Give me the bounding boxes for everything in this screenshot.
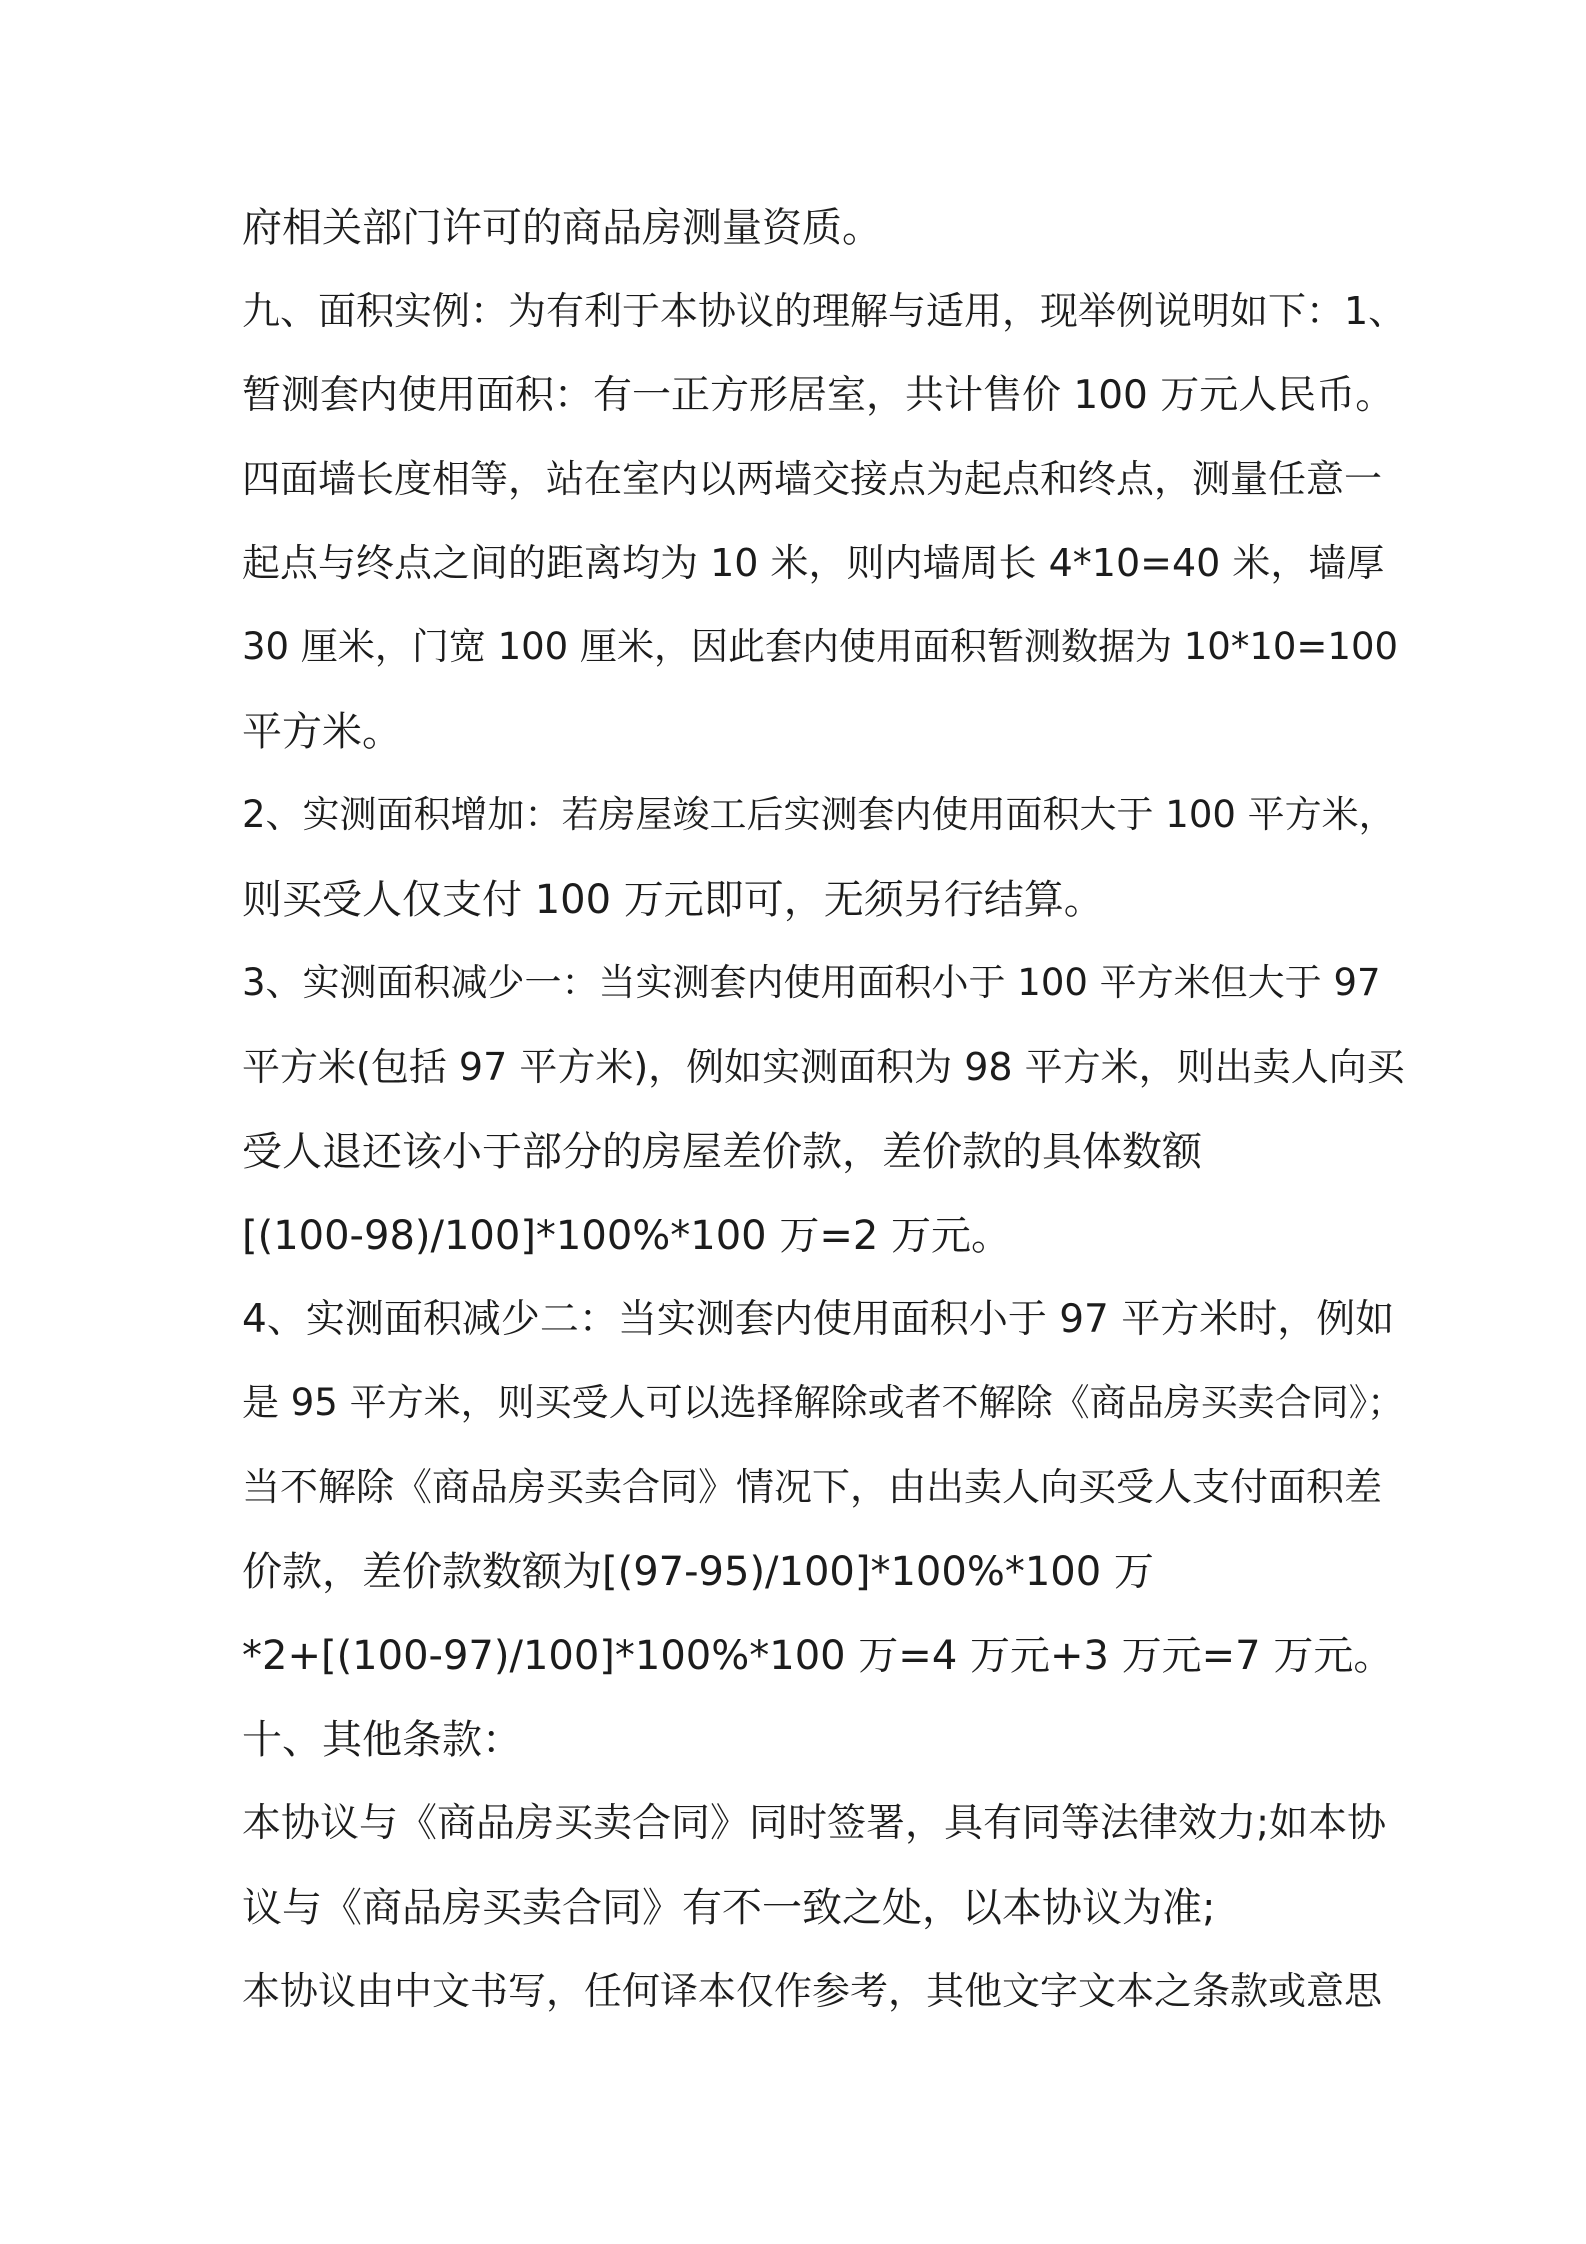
text-line: 平方米(包括 97 平方米)，例如实测面积为 98 平方米，则出卖人向买 bbox=[242, 1045, 1405, 1089]
text-line: 则买受人仅支付 100 万元即可，无须另行结算。 bbox=[242, 877, 1104, 923]
text-line: 当不解除《商品房买卖合同》情况下，由出卖人向买受人支付面积差 bbox=[242, 1465, 1383, 1509]
text-line: *2+[(100-97)/100]*100%*100 万=4 万元+3 万元=7 万元。 bbox=[242, 1633, 1394, 1679]
text-line: 价款，差价款数额为[(97-95)/100]*100%*100 万 bbox=[242, 1549, 1154, 1595]
text-line: 议与《商品房买卖合同》有不一致之处，以本协议为准; bbox=[242, 1885, 1216, 1931]
text-line: 2、实测面积增加：若房屋竣工后实测套内使用面积大于 100 平方米， bbox=[242, 793, 1396, 836]
text-line: [(100-98)/100]*100%*100 万=2 万元。 bbox=[242, 1213, 1012, 1259]
text-line: 受人退还该小于部分的房屋差价款，差价款的具体数额 bbox=[242, 1129, 1202, 1175]
text-line: 暂测套内使用面积：有一正方形居室，共计售价 100 万元人民币。 bbox=[242, 373, 1395, 418]
text-line: 3、实测面积减少一：当实测套内使用面积小于 100 平方米但大于 97 bbox=[242, 961, 1381, 1004]
text-line: 4、实测面积减少二：当实测套内使用面积小于 97 平方米时，例如 bbox=[242, 1297, 1395, 1342]
text-line: 30 厘米，门宽 100 厘米，因此套内使用面积暂测数据为 10*10=100 bbox=[242, 625, 1399, 668]
text-line: 四面墙长度相等，站在室内以两墙交接点为起点和终点，测量任意一 bbox=[242, 457, 1383, 501]
section-heading-ten: 十、其他条款： bbox=[242, 1717, 522, 1763]
section-heading-nine: 九、面积实例：为有利于本协议的理解与适用，现举例说明如下：1、 bbox=[242, 289, 1407, 333]
text-line: 平方米。 bbox=[242, 709, 402, 755]
text-line: 本协议与《商品房买卖合同》同时签署，具有同等法律效力;如本协 bbox=[242, 1801, 1387, 1846]
text-line: 起点与终点之间的距离均为 10 米，则内墙周长 4*10=40 米，墙厚 bbox=[242, 541, 1385, 585]
text-line: 是 95 平方米，则买受人可以选择解除或者不解除《商品房买卖合同》； bbox=[242, 1381, 1405, 1424]
text-line: 府相关部门许可的商品房测量资质。 bbox=[242, 205, 882, 251]
text-line: 本协议由中文书写，任何译本仅作参考，其他文字文本之条款或意思 bbox=[242, 1969, 1383, 2013]
